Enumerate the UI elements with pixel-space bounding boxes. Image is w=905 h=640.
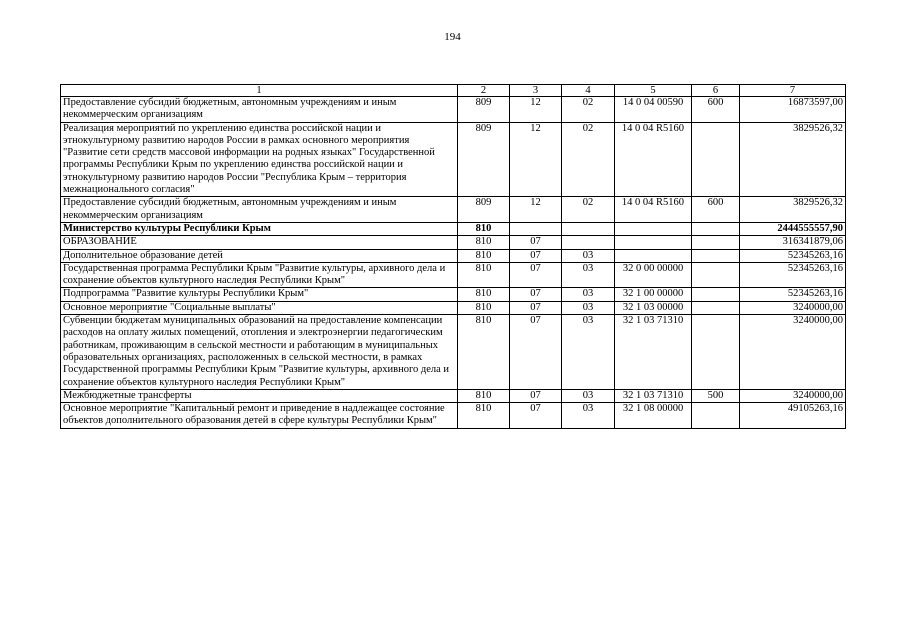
row-target-article-cell: 32 1 03 00000 (615, 301, 692, 314)
row-subsection-cell: 02 (562, 197, 615, 223)
row-amount-cell: 3240000,00 (740, 315, 846, 390)
row-amount-cell: 3240000,00 (740, 301, 846, 314)
row-amount-cell: 49105263,16 (740, 403, 846, 429)
header-row (61, 85, 846, 97)
table-row (61, 315, 846, 390)
row-name-cell: Основное мероприятие "Капитальный ремонт и приведение в надлежащее состояние объектов дополнительного образования детей в сфере культуры Республики Крым" (61, 403, 458, 429)
row-name-cell: Государственная программа Республики Крым "Развитие культуры, архивного дела и сохранение объектов культурного наследия Республики Крым" (61, 262, 458, 288)
row-expense-type-cell: 600 (692, 197, 740, 223)
table-row (61, 262, 846, 288)
row-expense-type-cell (692, 249, 740, 262)
row-section-cell: 07 (510, 389, 562, 402)
row-subsection-cell: 03 (562, 389, 615, 402)
row-target-article-cell: 32 1 03 71310 (615, 315, 692, 390)
row-name-cell: Межбюджетные трансферты (61, 389, 458, 402)
table-row (61, 197, 846, 223)
row-section-cell: 12 (510, 97, 562, 123)
row-section-cell: 07 (510, 315, 562, 390)
row-name-cell: Министерство культуры Республики Крым (61, 222, 458, 235)
table-row (61, 389, 846, 402)
row-name-cell: Предоставление субсидий бюджетным, автономным учреждениям и иным некоммерческим организациям (61, 97, 458, 123)
row-subsection-cell: 03 (562, 249, 615, 262)
header-cell-csr: 5 (615, 85, 692, 97)
row-grbs-cell: 809 (458, 197, 510, 223)
row-amount-cell: 3829526,32 (740, 197, 846, 223)
row-expense-type-cell: 500 (692, 389, 740, 402)
row-expense-type-cell (692, 301, 740, 314)
row-target-article-cell: 32 0 00 00000 (615, 262, 692, 288)
header-cell-rz: 3 (510, 85, 562, 97)
row-name-cell: ОБРАЗОВАНИЕ (61, 236, 458, 249)
row-expense-type-cell (692, 315, 740, 390)
row-name-cell: Предоставление субсидий бюджетным, автономным учреждениям и иным некоммерческим организациям (61, 197, 458, 223)
row-amount-cell: 16873597,00 (740, 97, 846, 123)
row-amount-cell: 2444555557,90 (740, 222, 846, 235)
header-cell-vr: 6 (692, 85, 740, 97)
table-row (61, 403, 846, 429)
row-amount-cell: 52345263,16 (740, 262, 846, 288)
row-name-cell: Подпрограмма "Развитие культуры Республики Крым" (61, 288, 458, 301)
row-amount-cell: 52345263,16 (740, 249, 846, 262)
row-section-cell (510, 222, 562, 235)
table-row (61, 122, 846, 197)
table-row (61, 288, 846, 301)
row-grbs-cell: 810 (458, 249, 510, 262)
row-section-cell: 12 (510, 122, 562, 197)
row-section-cell: 07 (510, 288, 562, 301)
row-subsection-cell: 03 (562, 262, 615, 288)
row-target-article-cell (615, 222, 692, 235)
row-name-cell: Дополнительное образование детей (61, 249, 458, 262)
header-cell-pr: 4 (562, 85, 615, 97)
row-expense-type-cell (692, 262, 740, 288)
row-section-cell: 07 (510, 236, 562, 249)
row-expense-type-cell (692, 222, 740, 235)
row-grbs-cell: 810 (458, 389, 510, 402)
row-subsection-cell: 03 (562, 315, 615, 390)
row-expense-type-cell (692, 236, 740, 249)
row-grbs-cell: 810 (458, 288, 510, 301)
row-name-cell: Реализация мероприятий по укреплению единства российской нации и этнокультурному развитию народов России в рамках основного мероприятия "Развитие сети средств массовой информации на родных языках" Государственной программы Республики Крым по укреплению единства российской нации и этнокультурному развитию народов России "Республика Крым – территория межнационального согласия" (61, 122, 458, 197)
row-target-article-cell: 32 1 03 71310 (615, 389, 692, 402)
row-expense-type-cell (692, 122, 740, 197)
row-grbs-cell: 809 (458, 97, 510, 123)
table-row (61, 249, 846, 262)
row-target-article-cell: 14 0 04 R5160 (615, 122, 692, 197)
row-target-article-cell: 14 0 04 R5160 (615, 197, 692, 223)
row-subsection-cell: 03 (562, 301, 615, 314)
row-grbs-cell: 809 (458, 122, 510, 197)
table-row (61, 301, 846, 314)
row-amount-cell: 3829526,32 (740, 122, 846, 197)
row-subsection-cell (562, 222, 615, 235)
budget-table (60, 84, 846, 429)
row-expense-type-cell (692, 288, 740, 301)
row-name-cell: Основное мероприятие "Социальные выплаты" (61, 301, 458, 314)
header-cell-gr: 2 (458, 85, 510, 97)
row-amount-cell: 3240000,00 (740, 389, 846, 402)
row-target-article-cell (615, 249, 692, 262)
row-subsection-cell: 02 (562, 122, 615, 197)
row-section-cell: 07 (510, 301, 562, 314)
row-target-article-cell: 32 1 08 00000 (615, 403, 692, 429)
row-subsection-cell (562, 236, 615, 249)
row-target-article-cell: 14 0 04 00590 (615, 97, 692, 123)
row-subsection-cell: 03 (562, 288, 615, 301)
page-number: 194 (444, 31, 461, 43)
row-expense-type-cell (692, 403, 740, 429)
row-grbs-cell: 810 (458, 301, 510, 314)
row-grbs-cell: 810 (458, 262, 510, 288)
row-target-article-cell (615, 236, 692, 249)
row-amount-cell: 316341879,06 (740, 236, 846, 249)
row-grbs-cell: 810 (458, 403, 510, 429)
row-grbs-cell: 810 (458, 222, 510, 235)
header-cell-name: 1 (61, 85, 458, 97)
row-subsection-cell: 02 (562, 97, 615, 123)
table-row (61, 222, 846, 235)
row-subsection-cell: 03 (562, 403, 615, 429)
row-amount-cell: 52345263,16 (740, 288, 846, 301)
table-row (61, 236, 846, 249)
row-section-cell: 07 (510, 262, 562, 288)
header-cell-sum: 7 (740, 85, 846, 97)
table-row (61, 97, 846, 123)
row-grbs-cell: 810 (458, 315, 510, 390)
row-section-cell: 12 (510, 197, 562, 223)
row-grbs-cell: 810 (458, 236, 510, 249)
row-section-cell: 07 (510, 403, 562, 429)
row-section-cell: 07 (510, 249, 562, 262)
row-name-cell: Субвенции бюджетам муниципальных образований на предоставление компенсации расходов на оплату жилых помещений, отопления и электроэнергии педагогическим работникам, проживающим в сельской местности и работающим в муниципальных образовательных организациях, расположенных в сельской местности, в рамках Государственной программы Республики Крым "Развитие культуры, архивного дела и сохранение объектов культурного наследия Республики Крым" (61, 315, 458, 390)
row-target-article-cell: 32 1 00 00000 (615, 288, 692, 301)
row-expense-type-cell: 600 (692, 97, 740, 123)
